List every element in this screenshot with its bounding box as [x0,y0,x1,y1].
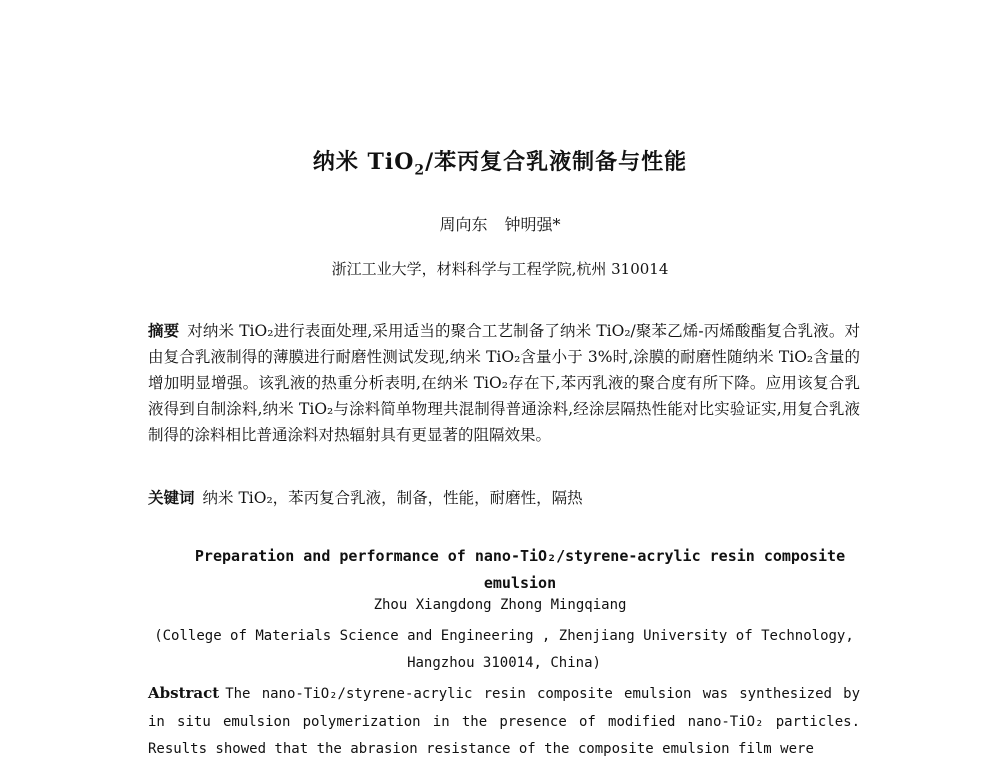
chinese-keywords-text: 纳米 TiO₂，苯丙复合乳液，制备，性能，耐磨性，隔热 [202,489,583,507]
english-title: Preparation and performance of nano-TiO₂/styrene-acrylic resin composite emulsion [194,547,846,592]
english-affiliation: (College of Materials Science and Engineering , Zhenjiang University of Technology, Hangzhou 310014, China) [154,628,854,671]
english-abstract-text: The nano-TiO₂/styrene-acrylic resin composite emulsion was synthesized by in situ emulsion polymerization in the presence of modified nano-TiO₂ particles. Results showed that the abrasion resistance of the composite emulsion film were [148,686,860,757]
chinese-keywords-label: 关键词 [148,488,195,507]
chinese-abstract-label: 摘要 [148,321,180,340]
paper-title [0,145,1000,178]
chinese-keywords [148,485,860,511]
title-prefix: 纳米 TiO [312,149,415,175]
affiliation: 浙江工业大学，材料科学与工程学院,杭州 310014 [331,260,669,278]
authors: 周向东 钟明强* [439,215,561,234]
english-abstract [148,680,860,764]
chinese-abstract [148,318,860,448]
english-authors: Zhou Xiangdong Zhong Mingqiang [373,597,627,613]
title-suffix: /苯丙复合乳液制备与性能 [425,149,688,175]
chinese-abstract-text: 对纳米 TiO₂进行表面处理,采用适当的聚合工艺制备了纳米 TiO₂/聚苯乙烯-丙烯酸酯复合乳液。对由复合乳液制得的薄膜进行耐磨性测试发现,纳米 TiO₂含量小于 3%时,涂膜的耐磨性随纳米 TiO₂含量的增加明显增强。该乳液的热重分析表明,在纳米 TiO₂存在下,苯丙乳液的聚合度有所下降。应用该复合乳液得到自制涂料,纳米 TiO₂与涂料简单物理共混制得普通涂料,经涂层隔热性能对比实验证实,用复合乳液制得的涂料相比普通涂料对热辐射具有更显著的阻隔效果。 [148,322,860,444]
english-abstract-label: Abstract [148,684,220,702]
title-subscript: 2 [414,162,426,179]
